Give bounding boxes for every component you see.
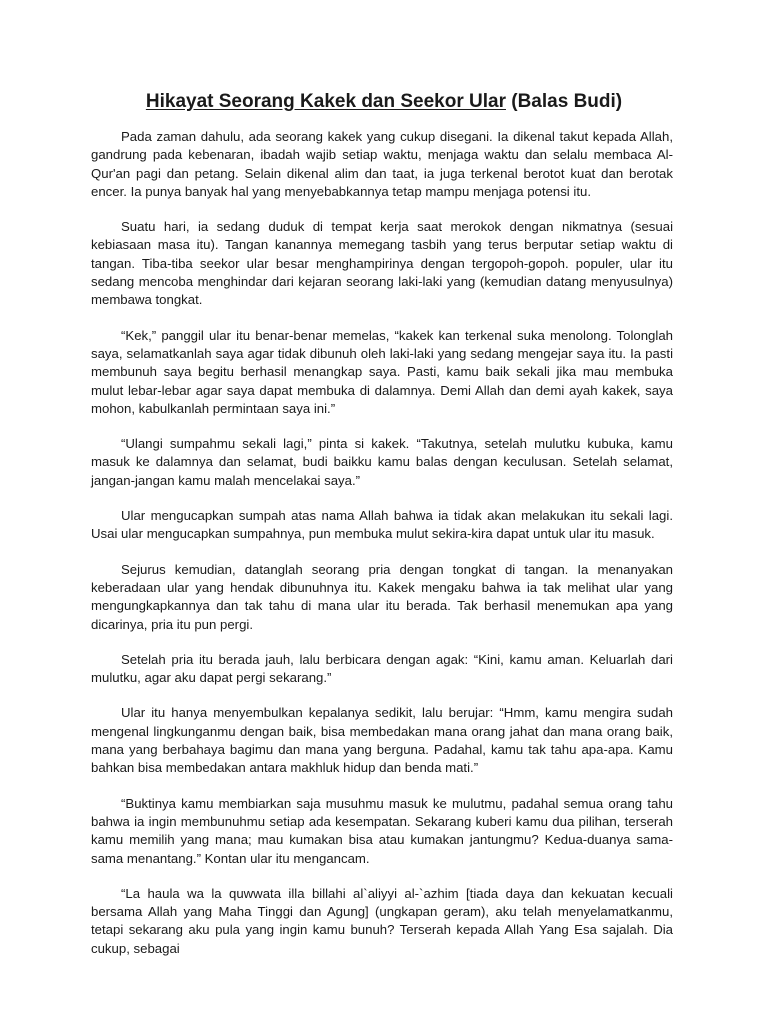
paragraph-4: “Ulangi sumpahmu sekali lagi,” pinta si kakek. “Takutnya, setelah mulutku kubuka, kamu masuk ke dalamnya dan selamat, budi baikku kamu balas dengan keculusan. Setelah selamat, jangan-jangan kamu malah mencelakai saya.” — [91, 436, 673, 488]
paragraph-10: “La haula wa la quwwata illa billahi al`aliyyi al-`azhim [tiada daya dan kekuatan kecuali bersama Allah yang Maha Tinggi dan Agung] (ungkapan geram), aku telah menyelamatkanmu, tetapi sekarang aku pula yang ingin kamu bunuh? Terserah kepada Allah Yang Esa sajalah. Dia cukup, sebagai — [91, 885, 673, 956]
paragraph-8: Ular itu hanya menyembulkan kepalanya sedikit, lalu berujar: “Hmm, kamu mengira sudah mengenal lingkunganmu dengan baik, bisa membedakan mana orang jahat dan mana orang baik, mana yang berbahaya bagimu dan mana yang berguna. Padahal, kamu tak tahu apa-apa. Kamu bahkan bisa membedakan antara makhluk hidup dan benda mati.” — [91, 705, 673, 776]
paragraph-6: Sejurus kemudian, datanglah seorang pria dengan tongkat di tangan. Ia menanyakan keberadaan ular yang hendak dibunuhnya itu. Kakek mengaku bahwa ia tak melihat ular yang mengungkapkannya dan tak tahu di mana ular itu berada. Tak berhasil menemukan apa yang dicarinya, pria itu pun pergi. — [91, 561, 673, 632]
document-title — [0, 90, 768, 114]
title-suffix: (Balas Budi) — [505, 91, 623, 112]
paragraph-9: “Buktinya kamu membiarkan saja musuhmu masuk ke mulutmu, padahal semua orang tahu bahwa ia ingin membunuhmu setiap ada kesempatan. Sekarang kuberi kamu dua pilihan, terserah kamu memilih yang mana; mau kumakan bisa atau kumakan jantungmu? Kedua-duanya sama-sama menantang.” Kontan ular itu mengancam. — [91, 795, 673, 866]
paragraph-5: Ular mengucapkan sumpah atas nama Allah bahwa ia tidak akan melakukan itu sekali lagi. Usai ular mengucapkan sumpahnya, pun membuka mulut sekira-kira dapat untuk ular itu masuk. — [91, 508, 673, 542]
paragraph-3: “Kek,” panggil ular itu benar-benar memelas, “kakek kan terkenal suka menolong. Tolonglah saya, selamatkanlah saya agar tidak dibunuh oleh laki-laki yang sedang mengejar saya itu. Ia pasti membunuh saya begitu berhasil menangkap saya. Pasti, kamu baik sekali jika mau membuka mulut lebar-lebar agar saya dapat membuka di dalamnya. Demi Allah dan demi ayah kakek, saya mohon, kabulkanlah permintaan saya ini.” — [91, 327, 673, 416]
paragraph-7: Setelah pria itu berada jauh, lalu berbicara dengan agak: “Kini, kamu aman. Keluarlah dari mulutku, agar aku dapat pergi sekarang.” — [91, 651, 673, 686]
paragraph-2: Suatu hari, ia sedang duduk di tempat kerja saat merokok dengan nikmatnya (sesuai kebiasaan masa itu). Tangan kanannya memegang tasbih yang terus berputar setiap waktu di tangan. Tiba-tiba seekor ular besar menghampirinya dengan tergopoh-gopoh. populer, ular itu sedang mencoba menghindar dari kejaran seorang laki-laki yang (kemudian datang menyusulnya) membawa tongkat. — [91, 219, 673, 308]
title-main: Hikayat Seorang Kakek dan Seekor Ular — [145, 91, 506, 112]
paragraph-1: Pada zaman dahulu, ada seorang kakek yang cukup disegani. Ia dikenal takut kepada Allah, gandrung pada kebenaran, ibadah wajib setiap waktu, menjaga waktu dan selalu membaca Al-Qur'an pagi dan petang. Selain dikenal alim dan taat, ia juga terkenal berotot kuat dan berotak encer. Ia punya banyak hal yang menyebabkannya tetap mampu menjaga potensi itu. — [91, 129, 673, 199]
document-body — [91, 128, 673, 975]
